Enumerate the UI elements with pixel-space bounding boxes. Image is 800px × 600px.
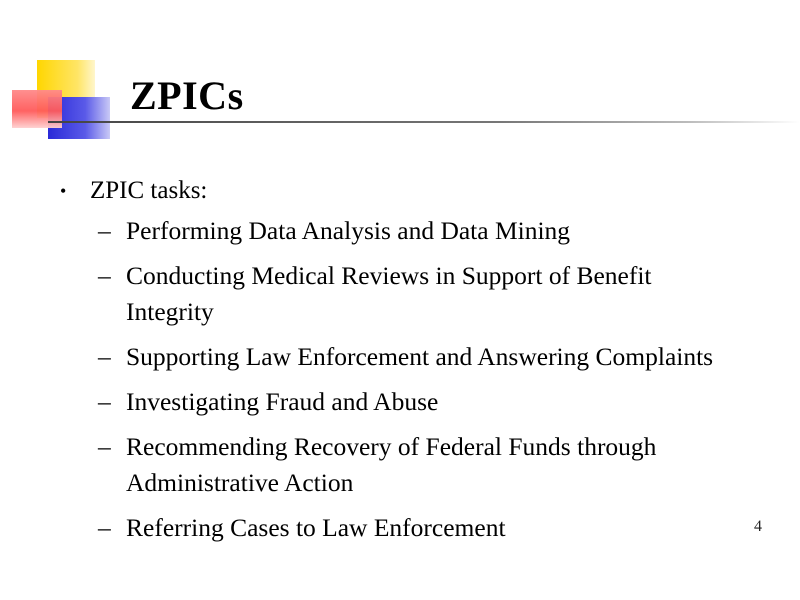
dash-icon: – <box>98 261 111 290</box>
sub-bullet-text: Recommending Recovery of Federal Funds through Administrative Action <box>126 432 657 497</box>
slide-title: ZPICs <box>130 73 244 118</box>
sub-bullet-item <box>98 258 740 330</box>
bullet-icon: • <box>60 181 67 201</box>
sub-bullet-item <box>98 213 740 249</box>
slide-number: 4 <box>754 518 762 535</box>
sub-bullet-item <box>98 384 740 420</box>
sub-bullet-text: Conducting Medical Reviews in Support of Benefit Integrity <box>126 261 652 326</box>
dash-icon: – <box>98 342 111 371</box>
bullet-text: ZPIC tasks: <box>90 177 208 204</box>
sub-bullet-text: Performing Data Analysis and Data Mining <box>126 216 571 245</box>
sub-bullet-item <box>98 429 740 501</box>
slide-body <box>60 173 740 555</box>
dash-icon: – <box>98 387 111 416</box>
title-underline <box>48 121 800 123</box>
sub-bullet-text: Investigating Fraud and Abuse <box>126 387 439 416</box>
dash-icon: – <box>98 432 111 461</box>
sub-bullet-text: Referring Cases to Law Enforcement <box>126 513 506 542</box>
sub-bullet-item <box>98 339 740 375</box>
dash-icon: – <box>98 216 111 245</box>
bullet-item <box>60 173 740 209</box>
sub-bullet-text: Supporting Law Enforcement and Answering Complaints <box>126 342 714 371</box>
dash-icon: – <box>98 513 111 542</box>
sub-bullet-item <box>98 510 740 546</box>
